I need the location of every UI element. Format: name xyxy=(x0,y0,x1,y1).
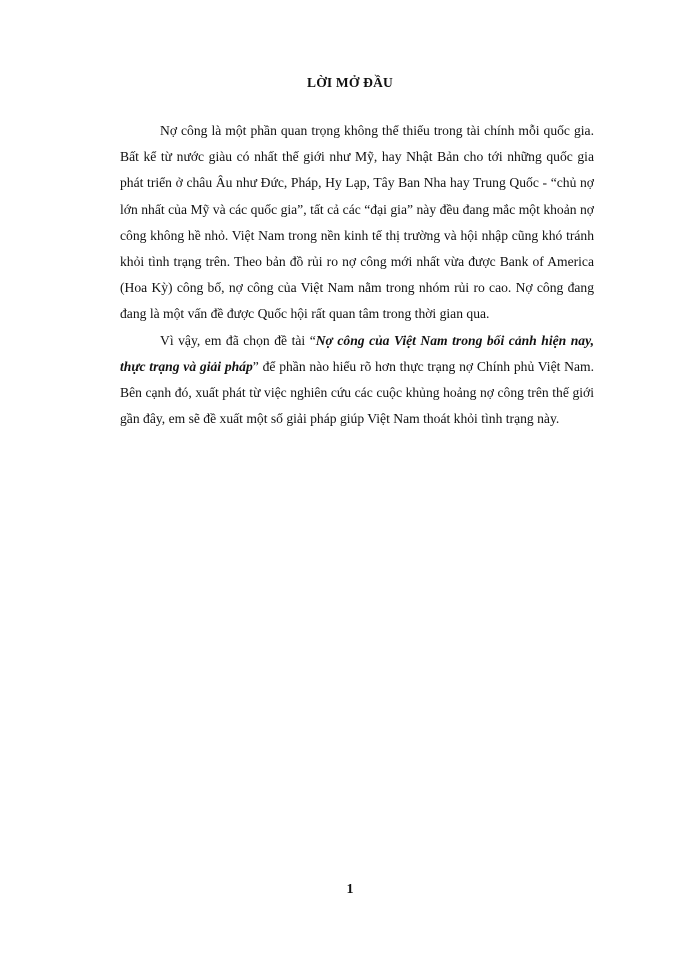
paragraph-2-rest-text: ” để phần nào hiểu rõ hơn thực trạng nợ Chính phủ Việt Nam. Bên cạnh đó, xuất phát từ việc nghiên cứu các cuộc khủng hoảng nợ công trên thế giới gần đây, em sẽ đề xuất một số giải pháp giúp Việt Nam thoát khỏi tình trạng này. xyxy=(120,358,594,427)
intro-paragraph-1: Nợ công là một phần quan trọng không thể thiếu trong tài chính mỗi quốc gia. Bất kể từ nước giàu có nhất thế giới như Mỹ, hay Nhật Bản cho tới những quốc gia phát triển ở châu Âu như Đức, Pháp, Hy Lạp, Tây Ban Nha hay Trung Quốc - “chủ nợ lớn nhất của Mỹ và các quốc gia”, tất cả các “đại gia” này đều đang mắc một khoản nợ công không hề nhỏ. Việt Nam trong nền kinh tế thị trường và hội nhập cũng khó tránh khỏi tình trạng trên. Theo bản đồ rủi ro nợ công mới nhất vừa được Bank of America (Hoa Kỳ) công bố, nợ công của Việt Nam nằm trong nhóm rủi ro cao. Nợ công đang đang là một vấn đề được Quốc hội rất quan tâm trong thời gian qua. xyxy=(120,123,594,322)
intro-paragraph-2 xyxy=(120,328,594,433)
thesis-topic-title: Nợ công của Việt Nam trong bối cảnh hiện nay, thực trạng và giải pháp xyxy=(120,332,595,374)
paragraph-2-intro-text: Vì vậy, em đã chọn đề tài “ xyxy=(160,332,316,348)
page-number: 1 xyxy=(346,882,354,897)
document-body xyxy=(120,118,594,432)
page-title: LỜI MỞ ĐẦU xyxy=(307,75,393,90)
